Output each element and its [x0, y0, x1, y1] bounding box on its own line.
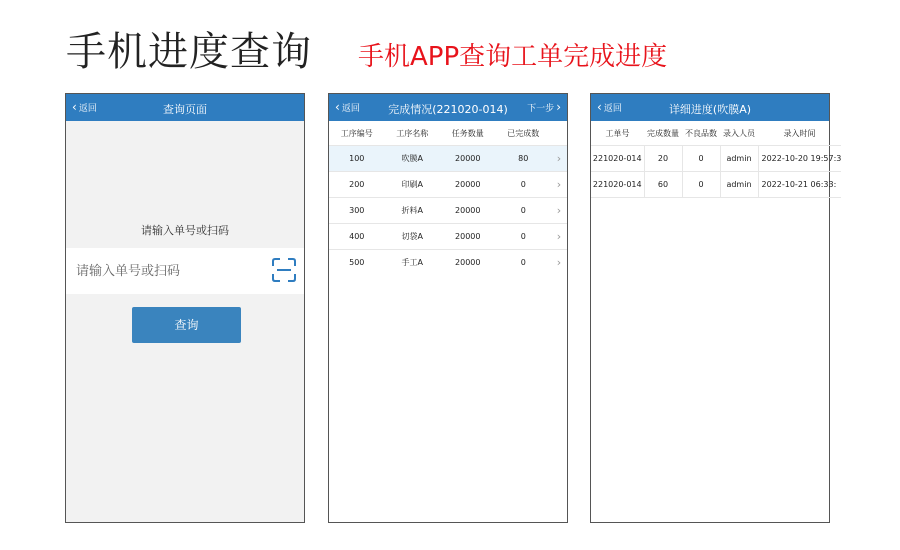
- column-header: 任务数量: [451, 128, 484, 138]
- column-header: 完成数量: [647, 128, 679, 138]
- column-header-blank: [551, 121, 567, 146]
- table-header-row: [329, 121, 567, 146]
- column-header: 不良品数: [685, 128, 717, 138]
- cell-done-qty: 0: [496, 250, 552, 276]
- chevron-right-icon: ›: [551, 146, 567, 172]
- column-header: 已完成数: [507, 128, 540, 138]
- chevron-right-icon: ›: [551, 224, 567, 250]
- scan-icon[interactable]: [272, 258, 296, 282]
- cell-done-qty: 0: [496, 172, 552, 198]
- cell-entry-time: 2022-10-21 06:33:: [758, 172, 841, 198]
- chevron-right-icon: ›: [551, 250, 567, 276]
- column-header: 工序名称: [396, 128, 429, 138]
- table-row[interactable]: [329, 224, 567, 250]
- next-label: 下一步: [527, 104, 555, 114]
- input-prompt: 请输入单号或扫码: [141, 224, 229, 237]
- cell-task-qty: 20000: [440, 172, 496, 198]
- table-row[interactable]: [329, 146, 567, 172]
- order-number-input[interactable]: [74, 258, 258, 284]
- cell-name: 印刷A: [385, 172, 441, 198]
- chevron-right-icon: ›: [551, 172, 567, 198]
- cell-operator: admin: [720, 146, 758, 172]
- column-header: 工序编号: [340, 128, 373, 138]
- chevron-left-icon: ‹: [335, 100, 340, 114]
- cell-done-qty: 60: [644, 172, 682, 198]
- cell-done-qty: 80: [496, 146, 552, 172]
- header-bar: [329, 94, 567, 121]
- column-header: 工单号: [605, 128, 630, 138]
- cell-done-qty: 20: [644, 146, 682, 172]
- cell-name: 切袋A: [385, 224, 441, 250]
- table-row[interactable]: [329, 250, 567, 276]
- page-subtitle: 手机APP查询工单完成进度: [358, 42, 668, 72]
- header-bar: [591, 94, 829, 121]
- column-header: 录入人员: [723, 128, 755, 138]
- cell-operator: admin: [720, 172, 758, 198]
- cell-task-qty: 20000: [440, 146, 496, 172]
- cell-task-qty: 20000: [440, 198, 496, 224]
- process-table: [329, 121, 567, 275]
- cell-order-no: 221020-014: [591, 172, 644, 198]
- table-row[interactable]: [591, 172, 841, 198]
- cell-task-qty: 20000: [440, 224, 496, 250]
- header-bar: [66, 94, 304, 121]
- cell-defect-qty: 0: [682, 146, 720, 172]
- query-button[interactable]: 查询: [132, 307, 241, 343]
- cell-name: 吹膜A: [385, 146, 441, 172]
- phone-completion-page: [328, 93, 568, 523]
- phone-query-page: [65, 93, 305, 523]
- cell-done-qty: 0: [496, 198, 552, 224]
- cell-task-qty: 20000: [440, 250, 496, 276]
- back-label: 返回: [341, 104, 360, 114]
- cell-code: 500: [329, 250, 385, 276]
- cell-name: 手工A: [385, 250, 441, 276]
- next-step-button[interactable]: [527, 100, 561, 114]
- cell-defect-qty: 0: [682, 172, 720, 198]
- back-label: 返回: [603, 104, 622, 114]
- column-header: 录入时间: [783, 128, 816, 138]
- cell-order-no: 221020-014: [591, 146, 644, 172]
- chevron-left-icon: ‹: [597, 100, 602, 114]
- table-row[interactable]: [329, 172, 567, 198]
- table-row[interactable]: [329, 198, 567, 224]
- header-title: 详细进度(吹膜A): [668, 103, 752, 116]
- cell-code: 200: [329, 172, 385, 198]
- table-row[interactable]: [591, 146, 841, 172]
- chevron-left-icon: ‹: [72, 100, 77, 114]
- phone-detail-page: [590, 93, 842, 523]
- cell-done-qty: 0: [496, 224, 552, 250]
- input-row: [66, 248, 304, 294]
- header-title: 完成情况(221020-014): [388, 103, 508, 116]
- cell-code: 300: [329, 198, 385, 224]
- table-header-row: [591, 121, 841, 146]
- page-title: 手机进度查询: [66, 29, 312, 75]
- cell-code: 400: [329, 224, 385, 250]
- back-label: 返回: [78, 104, 97, 114]
- chevron-right-icon: ›: [551, 198, 567, 224]
- detail-table: [591, 121, 841, 198]
- cell-entry-time: 2022-10-20 19:57:3: [758, 146, 841, 172]
- header-title: 查询页面: [163, 103, 207, 116]
- cell-name: 折料A: [385, 198, 441, 224]
- cell-code: 100: [329, 146, 385, 172]
- chevron-right-icon: ›: [556, 100, 561, 114]
